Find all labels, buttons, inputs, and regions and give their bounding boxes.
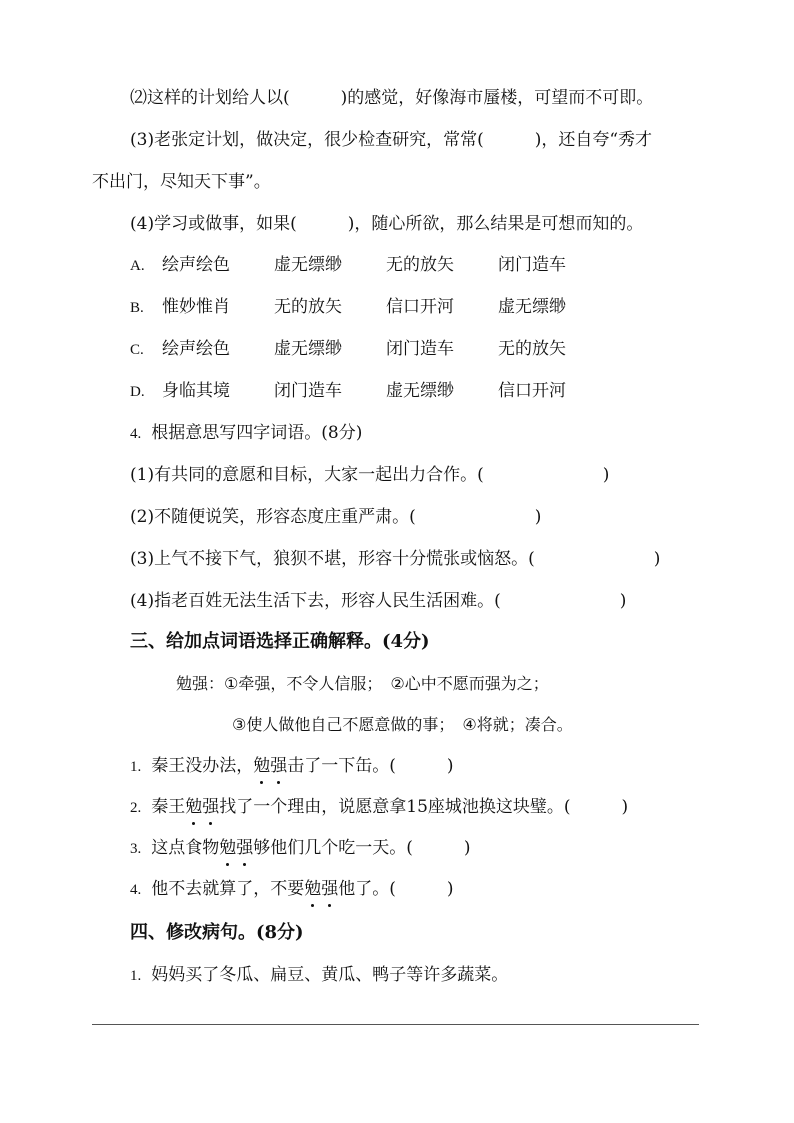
question-number: 4. bbox=[130, 426, 142, 442]
section-3-heading: 三、给加点词语选择正确解释。(4分) bbox=[130, 631, 430, 652]
option-b bbox=[130, 295, 610, 320]
option-idiom: 闭门造车 bbox=[498, 255, 566, 275]
option-idiom: 无的放矢 bbox=[274, 297, 342, 317]
option-letter: D. bbox=[130, 384, 145, 400]
question-text: 根据意思写四字词语。(8分) bbox=[151, 423, 363, 443]
section-3-item-1 bbox=[130, 754, 454, 779]
footer-divider bbox=[92, 1024, 699, 1025]
dotted-character: 勉 bbox=[219, 838, 237, 858]
option-letter: B. bbox=[130, 300, 144, 316]
question-4-3: (3)上气不接下气，狼狈不堪，形容十分慌张或恼怒。( ) bbox=[130, 549, 661, 569]
section-3-item-4 bbox=[130, 877, 454, 902]
item-text-after: 够他们几个吃一天。( ) bbox=[253, 838, 471, 858]
question-3-4: (4)学习或做事，如果( )，随心所欲，那么结果是可想而知的。 bbox=[130, 214, 644, 234]
option-idiom: 无的放矢 bbox=[386, 255, 454, 275]
item-text-before: 秦王 bbox=[151, 797, 186, 817]
section-4-item-1 bbox=[130, 963, 508, 988]
item-number: 1. bbox=[130, 968, 142, 984]
option-idiom: 绘声绘色 bbox=[162, 255, 230, 275]
dotted-character: 勉 bbox=[304, 879, 322, 899]
option-idiom: 闭门造车 bbox=[386, 339, 454, 359]
option-idiom: 虚无缥缈 bbox=[386, 381, 454, 401]
question-4-4: (4)指老百姓无法生活下去，形容人民生活困难。( ) bbox=[130, 591, 627, 611]
dotted-character: 强 bbox=[236, 838, 254, 858]
option-c bbox=[130, 337, 610, 362]
section-4-heading: 四、修改病句。(8分) bbox=[130, 922, 304, 943]
dotted-character: 强 bbox=[270, 756, 288, 776]
option-idiom: 虚无缥缈 bbox=[274, 339, 342, 359]
item-text-after: 击了一下缶。( ) bbox=[287, 756, 454, 776]
item-text: 妈妈买了冬瓜、扁豆、黄瓜、鸭子等许多蔬菜。 bbox=[151, 965, 509, 985]
question-4-title bbox=[130, 421, 362, 446]
item-number: 3. bbox=[130, 841, 142, 857]
question-3-3-continued: 不出门，尽知天下事”。 bbox=[92, 172, 271, 192]
option-letter: C. bbox=[130, 342, 144, 358]
question-3-3: (3)老张定计划，做决定，很少检查研究，常常( )，还自夸“秀才 bbox=[130, 130, 653, 150]
dotted-character: 勉 bbox=[253, 756, 271, 776]
question-4-1: (1)有共同的意愿和目标，大家一起出力合作。( ) bbox=[130, 465, 610, 485]
option-idiom: 信口开河 bbox=[386, 297, 454, 317]
question-3-2: ⑵这样的计划给人以( )的感觉，好像海市蜃楼，可望而不可即。 bbox=[130, 88, 654, 108]
option-idiom: 虚无缥缈 bbox=[274, 255, 342, 275]
item-text-after: 找了一个理由，说愿意拿15座城池换这块璧。( ) bbox=[219, 797, 629, 817]
section-3-item-2 bbox=[130, 795, 628, 820]
dotted-character: 强 bbox=[321, 879, 339, 899]
item-text-before: 这点食物 bbox=[151, 838, 220, 858]
item-text-before: 秦王没办法， bbox=[151, 756, 254, 776]
question-4-2: (2)不随便说笑，形容态度庄重严肃。( ) bbox=[130, 507, 542, 527]
dotted-character: 强 bbox=[202, 797, 220, 817]
explanation-line-1: 勉强：①牵强，不令人信服； ②心中不愿而强为之； bbox=[176, 674, 549, 693]
option-idiom: 闭门造车 bbox=[274, 381, 342, 401]
option-idiom: 绘声绘色 bbox=[162, 339, 230, 359]
item-number: 4. bbox=[130, 882, 142, 898]
section-3-item-3 bbox=[130, 836, 471, 861]
option-idiom: 身临其境 bbox=[162, 381, 230, 401]
item-text-after: 他了。( ) bbox=[338, 879, 454, 899]
dotted-character: 勉 bbox=[185, 797, 203, 817]
option-idiom: 惟妙惟肖 bbox=[162, 297, 230, 317]
option-d bbox=[130, 379, 610, 404]
option-a bbox=[130, 253, 610, 278]
item-number: 2. bbox=[130, 800, 142, 816]
option-letter: A. bbox=[130, 258, 145, 274]
option-idiom: 虚无缥缈 bbox=[498, 297, 566, 317]
item-text-before: 他不去就算了，不要 bbox=[151, 879, 305, 899]
explanation-line-2: ③使人做他自己不愿意做的事； ④将就；凑合。 bbox=[232, 715, 573, 734]
item-number: 1. bbox=[130, 759, 142, 775]
option-idiom: 无的放矢 bbox=[498, 339, 566, 359]
option-idiom: 信口开河 bbox=[498, 381, 566, 401]
